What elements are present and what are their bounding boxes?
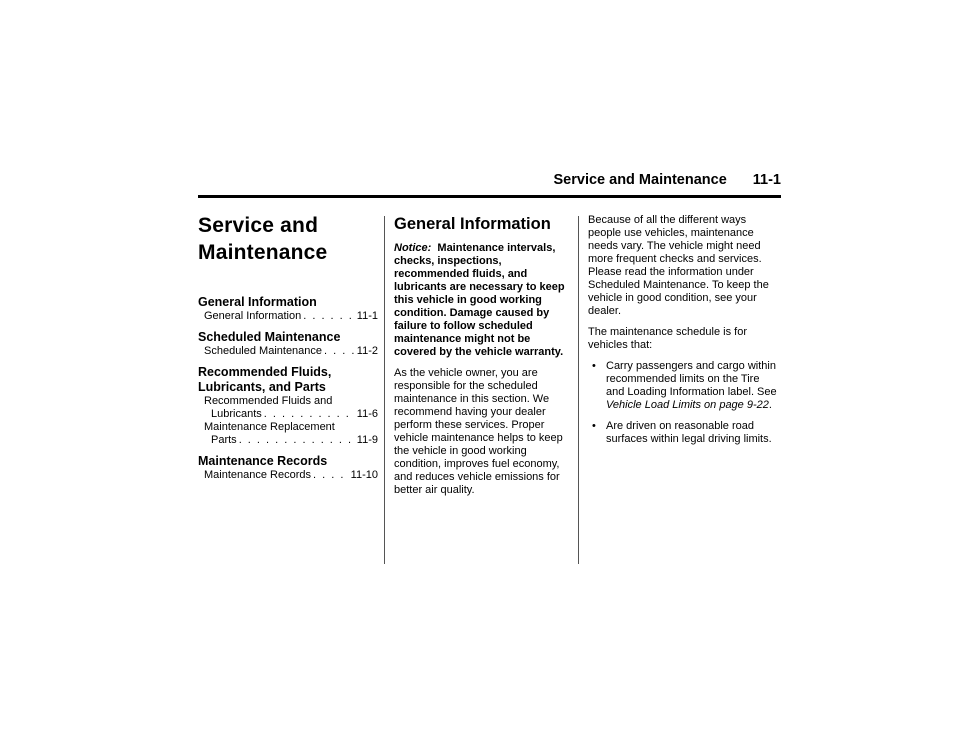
leader-dots: [264, 408, 355, 421]
toc-entry-maintenance-replacement-line1[interactable]: Maintenance Replacement: [204, 421, 335, 433]
notice-text: Maintenance intervals, checks, inspections, recommended fluids, and lubricants are necessary to keep this vehicle in good working condition. Damage caused by failure to follow scheduled maintenance might not be covered by the vehicle warranty.: [394, 242, 565, 358]
toc-entry-maintenance-replacement[interactable]: Parts . . . 11-9: [198, 434, 378, 447]
bullet-icon: •: [592, 420, 596, 432]
bullet-icon: •: [592, 360, 596, 372]
body-paragraph: The maintenance schedule is for vehicles that:: [588, 326, 747, 351]
column-divider-2: [578, 216, 579, 564]
running-header: [519, 172, 781, 194]
toc-entry-recommended-fluids[interactable]: Lubricants . . . 11-6: [198, 408, 378, 421]
header-page-number: 11-1: [752, 172, 781, 188]
toc-section-maintenance-records[interactable]: Maintenance Records: [198, 454, 328, 468]
leader-dots: [239, 434, 355, 447]
toc-entry-recommended-fluids-line1[interactable]: Recommended Fluids and: [204, 395, 333, 407]
toc-entry-scheduled-maintenance[interactable]: Scheduled Maintenance . . . 11-2: [198, 345, 378, 358]
leader-dots: [303, 310, 355, 323]
header-title: Service and Maintenance: [553, 172, 727, 188]
general-information-column: [394, 214, 572, 505]
toc-section-general-information[interactable]: General Information: [198, 295, 317, 309]
bullet-item: • Carry passengers and cargo within recommended limits on the Tire and Loading Information label. See Vehicle Load Limits on page 9-22.: [588, 360, 778, 412]
body-paragraph: Because of all the different ways people use vehicles, maintenance needs vary. The vehicle might need more frequent checks and services. Please read the information under Scheduled Maintenance. To keep the vehicle in good condition, see your dealer.: [588, 214, 769, 317]
toc-entry-maintenance-records[interactable]: Maintenance Records . . . 11-10: [198, 469, 378, 482]
toc-section-recommended-fluids[interactable]: Recommended Fluids, Lubricants, and Parts: [198, 365, 332, 394]
column-divider-1: [384, 216, 385, 564]
chapter-title: Service and Maintenance: [198, 214, 328, 264]
table-of-contents: [198, 212, 378, 482]
section-heading: General Information: [394, 215, 551, 233]
cross-reference-link[interactable]: Vehicle Load Limits on page 9-22: [606, 399, 769, 411]
notice-paragraph: [394, 242, 572, 359]
toc-entry-general-information[interactable]: General Information . . . 11-1: [198, 310, 378, 323]
notice-label: Notice:: [394, 242, 432, 254]
body-paragraph: As the vehicle owner, you are responsible for the scheduled maintenance in this section. We recommend having your dealer perform these services. Proper vehicle maintenance helps to keep the vehicle in good working condition, improves fuel economy, and reduces vehicle emissions for better air quality.: [394, 367, 563, 496]
leader-dots: [324, 345, 355, 358]
maintenance-column: [588, 214, 778, 454]
toc-section-scheduled-maintenance[interactable]: Scheduled Maintenance: [198, 330, 341, 344]
bullet-item: • Are driven on reasonable road surfaces within legal driving limits.: [588, 420, 778, 446]
leader-dots: [313, 469, 349, 482]
header-rule: [198, 195, 781, 198]
